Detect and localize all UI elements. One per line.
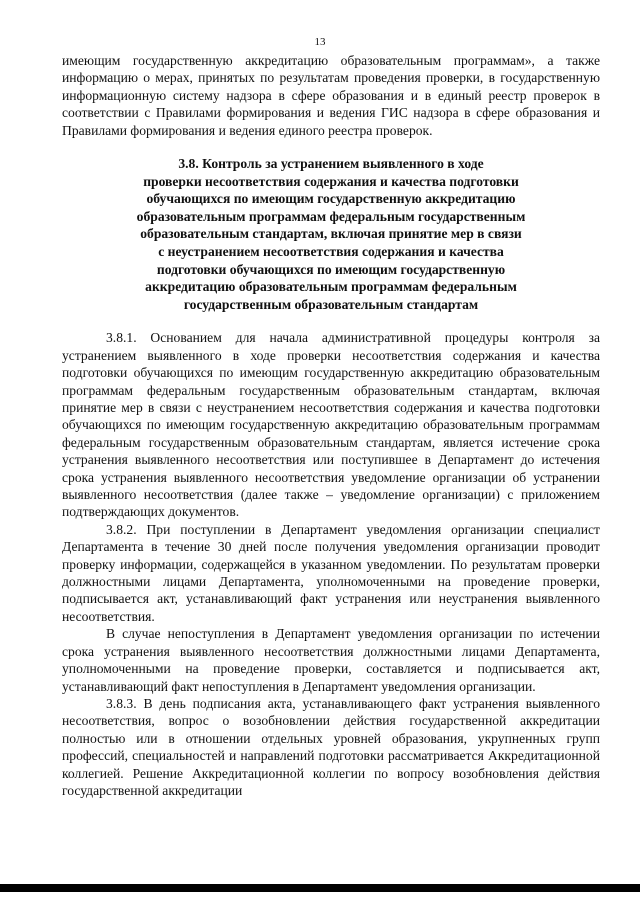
- heading-line: подготовки обучающихся по имеющим государственную: [156, 261, 506, 277]
- paragraph-3-8-2: 3.8.2. При поступлении в Департамент уведомления организации специалист Департамента в течение 30 дней после получения уведомления организации проводит проверку информации, содержащейся в указанном уведомлении. По результатам проверки должностными лицами Департамента, уполномоченными на проведение проверки, подписывается акт, устанавливающий факт устранения или неустранения выявленного несоответствия.: [62, 521, 600, 624]
- paragraph-continuation: имеющим государственную аккредитацию образовательным программам», а также информацию о мерах, принятых по результатам проведения проверки, в государственную информационную систему надзора в сфере образования и в единый реестр проверок в соответствии с Правилами формирования и ведения ГИС надзора в сфере образования и Правилами формирования и ведения единого реестра проверок.: [62, 53, 600, 138]
- paragraph-3-8-1: 3.8.1. Основанием для начала административной процедуры контроля за устранением выявленного в ходе проверки несоответствия содержания и качества подготовки обучающихся по имеющим государственную аккредитацию образовательным программам федеральным государственным образовательным стандартам, включая принятие мер в связи с неустранением несоответствия содержания и качества подготовки обучающихся по имеющим государственную аккредитацию образовательным программам федеральным государственным образовательным стандартам, является истечение срока устранения выявленного несоответствия или поступившее в Департамент до истечения срока устранения выявленного несоответствия уведомление организации об устранении выявленного несоответствия (далее также – уведомление организации) с приложением подтверждающих документов.: [62, 330, 600, 520]
- heading-line: образовательным программам федеральным государственным: [136, 208, 526, 224]
- heading-line: проверки несоответствия содержания и качества подготовки: [143, 173, 519, 189]
- scan-bottom-edge: [0, 884, 640, 892]
- heading-line: 3.8. Контроль за устранением выявленного в ходе: [178, 156, 484, 172]
- heading-line: с неустранением несоответствия содержания и качества: [158, 244, 504, 259]
- paragraph-non-receipt: В случае непоступления в Департамент уведомления организации по истечении срока устранения выявленного несоответствия должностными лицами Департамента, уполномоченными на проведение проверки, составляется и подписывается акт, устанавливающий факт непоступления в Департамент уведомления организации.: [62, 626, 600, 694]
- heading-line: обучающихся по имеющим государственную аккредитацию: [146, 191, 516, 207]
- section-heading: [62, 155, 600, 313]
- heading-line: аккредитацию образовательным программам федеральным: [145, 279, 517, 295]
- heading-line: образовательным стандартам, включая принятие мер в связи: [140, 226, 522, 242]
- paragraph-3-8-3: 3.8.3. В день подписания акта, устанавливающего факт устранения выявленного несоответствия, вопрос о возобновлении действия государственной аккредитации полностью или в отношении отдельных уровней образования, укрупненных групп профессий, специальностей и направлений подготовки рассматривается Аккредитационной коллегией. Решение Аккредитационной коллегии по вопросу возобновления действия государственной аккредитации: [62, 695, 600, 798]
- page-number: 13: [314, 36, 326, 48]
- document-body: [62, 52, 600, 799]
- heading-line: государственным образовательным стандартам: [183, 296, 479, 312]
